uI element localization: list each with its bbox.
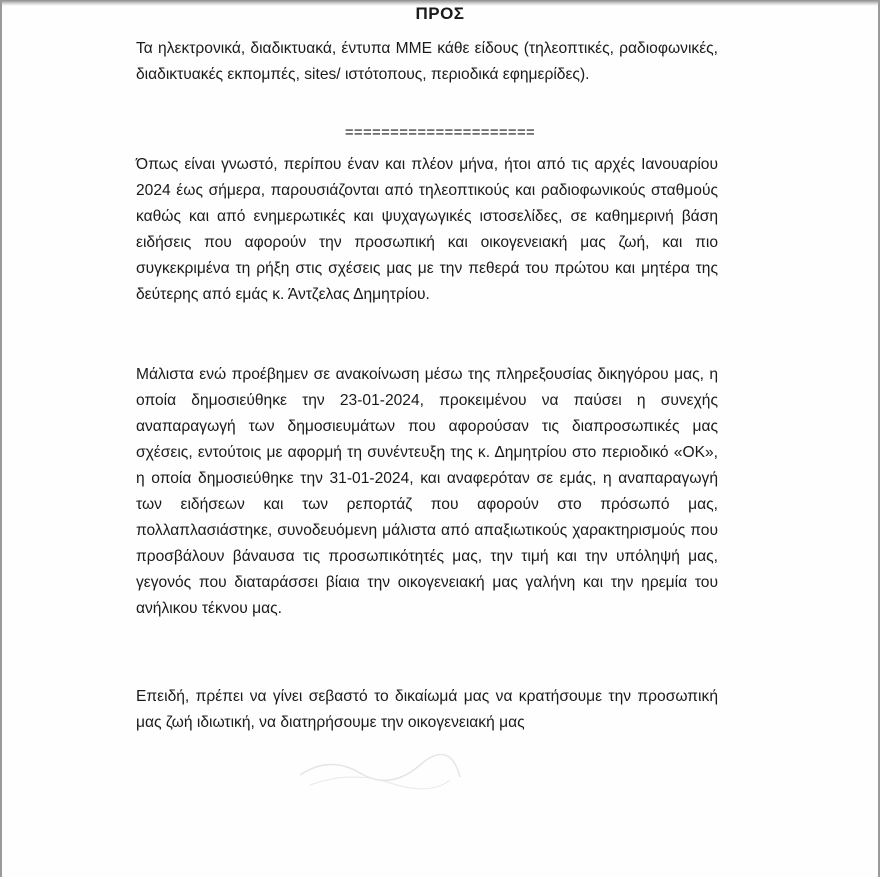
paragraph-text: Επειδή, πρέπει να γίνει σεβαστό το δικαίωμά μας να κρατήσουμε την προσωπική μας ζωή ιδιωτική, να διατηρήσουμε την οικογενειακή μας: [136, 688, 718, 731]
paragraph-text: Όπως είναι γνωστό, περίπου έναν και πλέον μήνα, ήτοι από τις αρχές Ιανουαρίου 2024 έως σήμερα, παρουσιάζονται από τηλεοπτικούς και ραδιοφωνικούς σταθμούς καθώς και από ενημερωτικές και ψυχαγωγικές ιστοσελίδες, σε καθημερινή βάση ειδήσεις που αφορούν την προσωπική και οικογενειακή μας ζωή, και πιο συγκεκριμένα τη ρήξη στις σχέσεις μας με την πεθερά του πρώτου και μητέρα της δεύτερης από εμάς κ. Άντζελας Δημητρίου.: [136, 156, 718, 303]
paragraph-text: Μάλιστα ενώ προέβημεν σε ανακοίνωση μέσω της πληρεξουσίας δικηγόρου μας, η οποία δημοσιεύθηκε την 23-01-2024, προκειμένου να παύσει η συνεχής αναπαραγωγή των δημοσιευμάτων που αφορούσαν τις διαπροσωπικές μας σχέσεις, εντούτοις με αφορμή τη συνέντευξη της κ. Δημητρίου στο περιοδικό «ΟΚ», η οποία δημοσιεύθηκε την 31-01-2024, και αναφερόταν σε εμάς, η αναπαραγωγή των ειδήσεων και των ρεπορτάζ που αφορούν στο πρόσωπό μας, πολλαπλασιάστηκε, συνοδευόμενη μάλιστα από απαξιωτικούς χαρακτηρισμούς που προσβάλουν βάναυσα τις προσωπικότητές μας, την τιμή και την υπόληψή μας, γεγονός που διαταράσσει βίαια την οικογενειακή μας γαλήνη και την ηρεμία του ανήλικου τέκνου μας.: [136, 366, 718, 617]
recipients-paragraph: Τα ηλεκτρονικά, διαδικτυακά, έντυπα ΜΜΕ κάθε είδους (τηλεοπτικές, ραδιοφωνικές, διαδικτυακές εκπομπές, sites/ ιστότοπους, περιοδικά εφημερίδες).: [136, 40, 718, 83]
faint-stamp-mark: [290, 735, 470, 795]
body-paragraph-2: [136, 362, 718, 622]
body-paragraph-1: [136, 152, 718, 308]
separator-line: =====================: [344, 124, 536, 141]
document-title: ΠΡΟΣ: [415, 4, 465, 23]
body-paragraph-3: [136, 684, 718, 736]
